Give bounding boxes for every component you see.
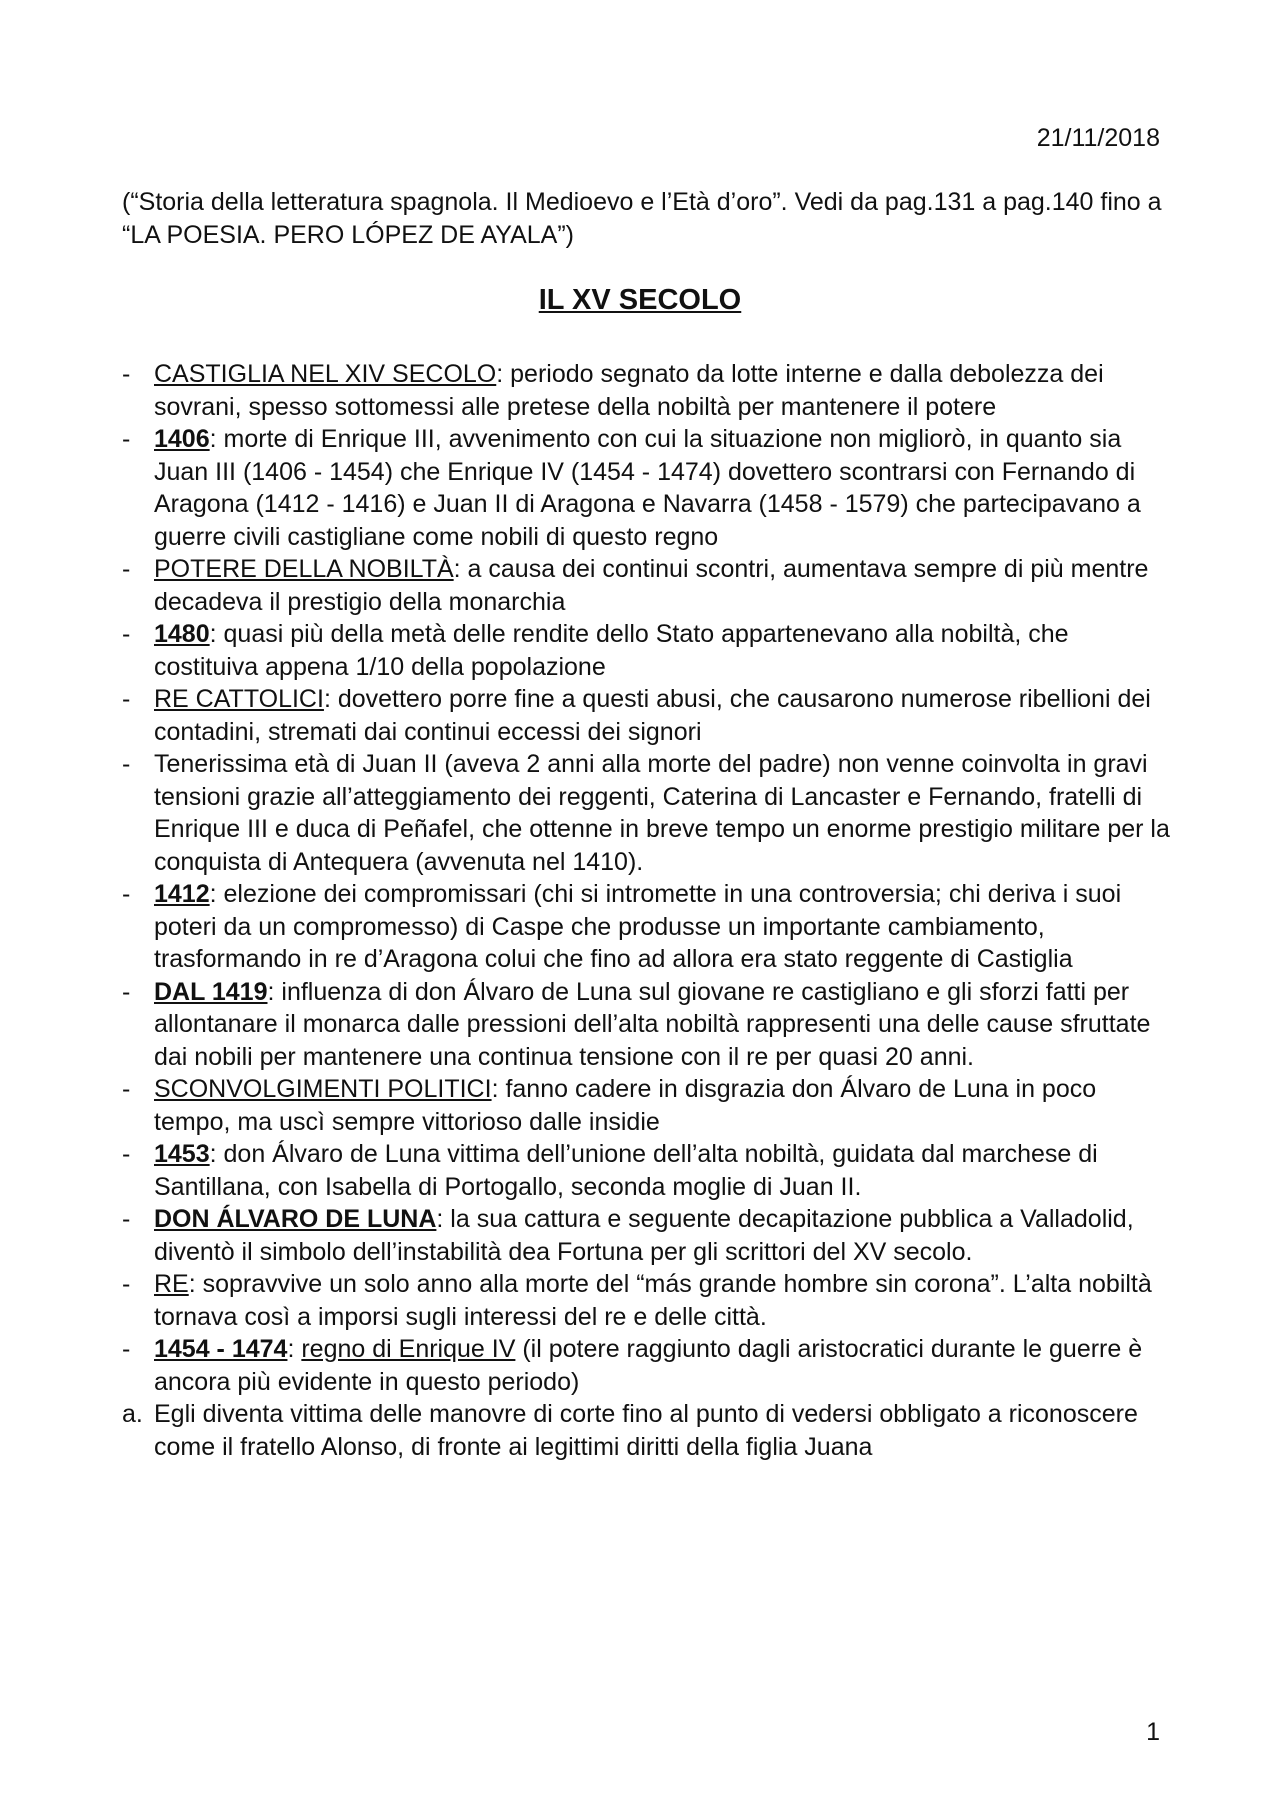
bullet-dash: - <box>122 555 131 583</box>
bullet-dash: - <box>122 750 131 778</box>
list-item <box>122 748 1172 878</box>
list-item <box>122 1138 1172 1203</box>
item-text: : a causa dei continui scontri, aumentava sempre di più mentre decadeva il prestigio della monarchia <box>154 555 1149 616</box>
bullet-dash: - <box>122 1205 131 1233</box>
list-item <box>122 1268 1172 1333</box>
item-label: 1412 <box>154 880 210 908</box>
item-label: 1453 <box>154 1140 210 1168</box>
list-item <box>122 683 1172 748</box>
intro-reference: (“Storia della letteratura spagnola. Il Medioevo e l’Età d’oro”. Vedi da pag.131 a pag.140 fino a “LA POESIA. PERO LÓPEZ DE AYALA”) <box>122 188 1162 249</box>
item-label: 1406 <box>154 425 210 453</box>
list-item <box>122 553 1172 618</box>
item-text: : sopravvive un solo anno alla morte del “más grande hombre sin corona”. L’alta nobiltà tornava così a imporsi sugli interessi del re e delle città. <box>154 1270 1152 1331</box>
item-text: : fanno cadere in disgrazia don Álvaro de Luna in poco tempo, ma uscì sempre vittorioso dalle insidie <box>154 1075 1097 1136</box>
bullet-dash: - <box>122 880 131 908</box>
item-text: : dovettero porre fine a questi abusi, che causarono numerose ribellioni dei contadini, stremati dai continui eccessi dei signori <box>154 685 1151 746</box>
sub-item-text: Egli diventa vittima delle manovre di corte fino al punto di vedersi obbligato a riconoscere come il fratello Alonso, di fronte ai legittimi diritti della figlia Juana <box>154 1400 1138 1461</box>
item-text-continued: (il potere raggiunto dagli aristocratici durante le guerre è ancora più evidente in questo periodo) <box>154 1335 1143 1396</box>
bullet-dash: - <box>122 1140 131 1168</box>
item-text: : don Álvaro de Luna vittima dell’unione dell’alta nobiltà, guidata dal marchese di Santillana, con Isabella di Portogallo, seconda moglie di Juan II. <box>154 1140 1098 1201</box>
bullet-dash: - <box>122 685 131 713</box>
item-label: 1480 <box>154 620 210 648</box>
bullet-dash: - <box>122 1270 131 1298</box>
item-label: 1454 - 1474 <box>154 1335 288 1363</box>
list-item <box>122 878 1172 976</box>
item-sublabel: regno di Enrique IV <box>301 1335 516 1363</box>
section-title: IL XV SECOLO <box>538 284 742 316</box>
item-label: RE CATTOLICI <box>154 685 324 713</box>
item-text: : quasi più della metà delle rendite dello Stato appartenevano alla nobiltà, che costituiva appena 1/10 della popolazione <box>154 620 1069 681</box>
item-text: : periodo segnato da lotte interne e dalla debolezza dei sovrani, spesso sottomessi alle pretese della nobiltà per mantenere il potere <box>154 360 1104 421</box>
bullet-dash: - <box>122 1075 131 1103</box>
bullet-dash: - <box>122 620 131 648</box>
date: 21/11/2018 <box>1036 124 1160 152</box>
page-number: 1 <box>1146 1718 1160 1746</box>
bullet-dash: - <box>122 1335 131 1363</box>
item-text: : morte di Enrique III, avvenimento con cui la situazione non migliorò, in quanto sia Juan III (1406 - 1454) che Enrique IV (1454 - 1474) dovettero scontrarsi con Fernando di Aragona (1412 - 1416) e Juan II di Aragona e Navarra (1458 - 1579) che partecipavano a guerre civili castigliane come nobili di questo regno <box>154 425 1141 551</box>
list-item <box>122 618 1172 683</box>
item-label: DON ÁLVARO DE LUNA <box>154 1205 437 1233</box>
bullet-dash: - <box>122 977 131 1006</box>
list-item <box>122 976 1172 1074</box>
list-item <box>122 1333 1172 1398</box>
list-item <box>122 1073 1172 1138</box>
sub-list-item <box>122 1398 1172 1463</box>
list-item <box>122 358 1172 423</box>
bullet-dash: - <box>122 425 131 453</box>
item-text: : elezione dei compromissari (chi si intromette in una controversia; chi deriva i suoi poteri da un compromesso) di Caspe che produsse un importante cambiamento, trasformando in re d’Aragona colui che fino ad allora era stato reggente di Castiglia <box>154 880 1122 973</box>
item-label: POTERE DELLA NOBILTÀ <box>154 555 454 583</box>
list-item <box>122 1203 1172 1268</box>
sub-item-marker: a. <box>122 1400 143 1428</box>
item-label: CASTIGLIA NEL XIV SECOLO <box>154 360 497 388</box>
item-label: DAL 1419 <box>154 977 268 1006</box>
item-label: SCONVOLGIMENTI POLITICI <box>154 1075 492 1103</box>
item-text: : influenza di don Álvaro de Luna sul giovane re castigliano e gli sforzi fatti per allontanare il monarca dalle pressioni dell’alta nobiltà rappresenti una delle cause sfruttate dai nobili per mantenere una continua tensione con il re per quasi 20 anni. <box>154 977 1151 1071</box>
item-text: : la sua cattura e seguente decapitazione pubblica a Valladolid, diventò il simbolo dell’instabilità dea Fortuna per gli scrittori del XV secolo. <box>154 1205 1134 1266</box>
list-item <box>122 423 1172 553</box>
item-text: Tenerissima età di Juan II (aveva 2 anni alla morte del padre) non venne coinvolta in gravi tensioni grazie all’atteggiamento dei reggenti, Caterina di Lancaster e Fernando, fratelli di Enrique III e duca di Peñafel, che ottenne in breve tempo un enorme prestigio militare per la conquista di Antequera (avvenuta nel 1410). <box>154 750 1170 876</box>
item-label: RE <box>154 1270 189 1298</box>
item-text: : <box>287 1335 302 1363</box>
bullet-list <box>122 358 1172 1463</box>
bullet-dash: - <box>122 360 131 388</box>
